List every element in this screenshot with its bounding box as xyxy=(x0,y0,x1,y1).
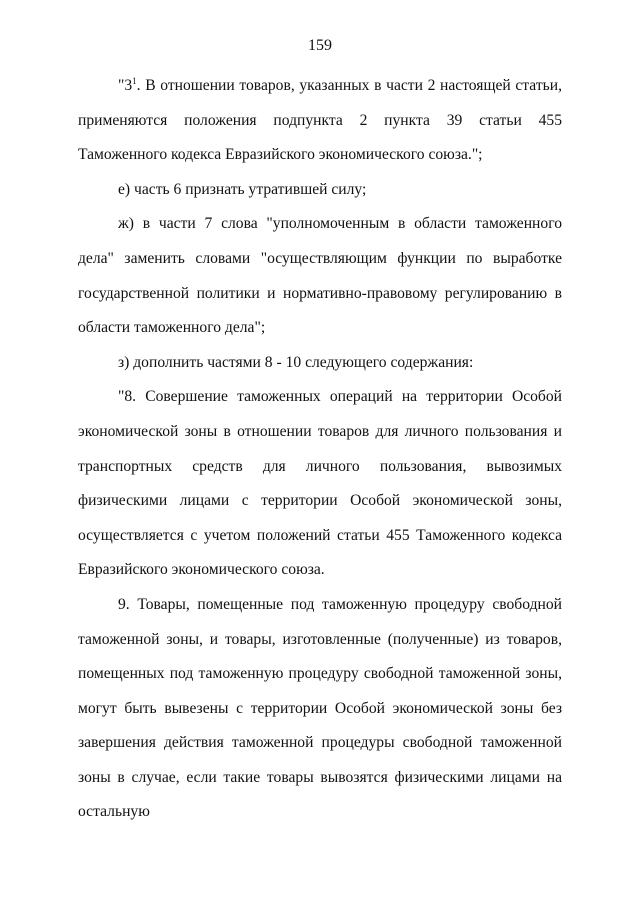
paragraph-3-1-text: . В отношении товаров, указанных в части 2 настоящей статьи, применяются положения подпункта 2 пункта 39 статьи 455 Таможенного кодекса Евразийского экономического союза."; xyxy=(78,77,562,164)
paragraph-3-1-number: "3 xyxy=(118,77,133,94)
paragraph-e: е) часть 6 признать утратившей силу; xyxy=(118,180,367,198)
paragraph-3-1 xyxy=(78,69,562,173)
paragraph-z: з) дополнить частями 8 - 10 следующего содержания: xyxy=(118,353,474,371)
paragraph-zh: ж) в части 7 слова "уполномоченным в области таможенного дела" заменить словами "осуществляющим функции по выработке государственной политики и нормативно-правовому регулированию в области таможенного дела"; xyxy=(78,215,562,337)
document-body xyxy=(78,69,562,830)
superscript-index: 1 xyxy=(132,76,137,86)
paragraph-8: "8. Совершение таможенных операций на территории Особой экономической зоны в отношении товаров для личного пользования и транспортных средств для личного пользования, вывозимых физическими лицами с территории Особой экономической зоны, осуществляется с учетом положений статьи 455 Таможенного кодекса Евразийского экономического союза. xyxy=(78,388,562,579)
page-number: 159 xyxy=(308,37,332,54)
paragraph-9: 9. Товары, помещенные под таможенную процедуру свободной таможенной зоны, и товары, изготовленные (полученные) из товаров, помещенных под таможенную процедуру свободной таможенной зоны, могут быть вывезены с территории Особой экономической зоны без завершения действия таможенной процедуры свободной таможенной зоны в случае, если такие товары вывозятся физическими лицами на остальную xyxy=(78,595,562,821)
